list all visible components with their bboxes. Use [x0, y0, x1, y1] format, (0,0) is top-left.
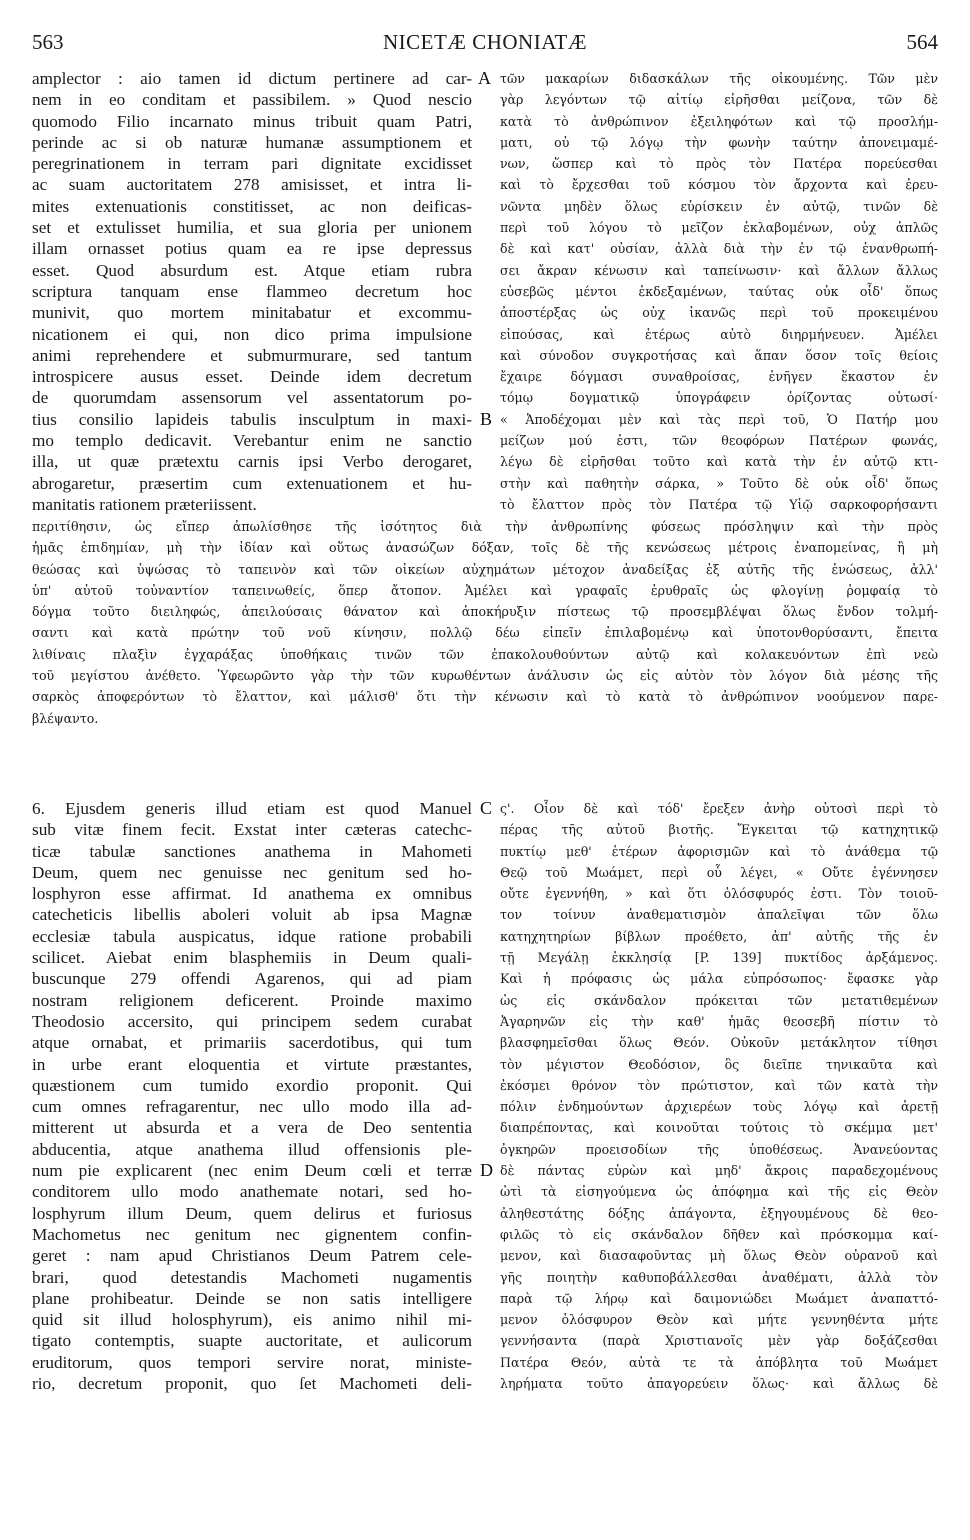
text-line: tigato contemptis, suapte auctoritate, et aulicorum	[32, 1331, 472, 1351]
text-line: quomodo Filio incarnato minus tribuit quam Patri,	[32, 111, 472, 131]
page-header	[32, 30, 938, 60]
text-line: φιλῶς τὸ εἰς σκάνδαλον δῆθεν καὶ πρόσκομμα καί-	[500, 1226, 938, 1242]
text-line: Machometus nec genitum nec gignentem confin-	[32, 1224, 472, 1244]
text-line: τόμῳ δογματικῷ ὑπογράφειν ὁρίζοντας οὑτωσί·	[500, 390, 938, 406]
text-line: losphyron esse affirmat. Id anathema ex omnibus	[32, 884, 472, 904]
text-line: ὑπ' αὐτοῦ τοὐναντίον ταπεινωθείς, ὅπερ ἄτοπον. Ἀμέλει καὶ γραφαῖς ἐρυθραῖς ὡς φλογίνῃ ῥομφαίᾳ τὸ	[32, 582, 938, 598]
text-line: sub vitæ finem fecit. Exstat inter cæteras catechc-	[32, 820, 472, 840]
text-line: εἰπούσας, καὶ ἑτέρως αὐτὸ διηρμήνευεν. Ἀμέλει	[500, 326, 938, 342]
text-line: τὸ ἔλαττον πρὸς τὸν Πατέρα τῷ Υἱῷ σαρκοφορήσαντι	[500, 496, 938, 512]
text-line: abrogaretur, præsertim cum extenuationem et hu-	[32, 473, 472, 493]
text-line: mitterent ut absurda et a vera de Deo sententia	[32, 1118, 472, 1138]
text-line: ὀγκηρῶν προεισοδίων τῆς ὑποθέσεως. Ἀνανεύοντας	[500, 1141, 938, 1157]
page-number-left: 563	[32, 30, 64, 54]
text-line: rio, decretum proponit, quo ſet Machometi deli-	[32, 1374, 472, 1394]
text-line: σαντι καὶ κατὰ πρώτην τοῦ νοῦ κίνησιν, πολλῷ δέω εἰπεῖν ἐπιλαβομένῳ καὶ ὑποτονθορύσαντι, ἔπειτα	[32, 625, 938, 641]
text-line: γὰρ λεγόντων τῷ αἰτίῳ εἰρῆσθαι μείζονα, τῶν δὲ	[500, 92, 938, 108]
text-line: nicationem ei qui, non dico prima impulsione	[32, 324, 472, 344]
greek-column-bottom	[500, 798, 938, 1394]
text-line: manitatis rationem præteriissent.	[32, 494, 257, 514]
page-number-right: 564	[906, 30, 938, 54]
text-line: λέγω δὲ εἰρῆσθαι τοῦτο καὶ κατὰ τὴν ἐν αὐτῷ κτι-	[500, 454, 938, 470]
text-line: μείζων μού ἐστι, τῶν θεοφόρων Πατέρων φωνάς,	[500, 433, 938, 449]
text-line: καὶ τὸ ἔρχεσθαι τοῦ κόσμου τὸν ἄρχοντα καὶ ἐρευ-	[500, 177, 938, 193]
text-line: τοῦ μεγίστου ἀνέθετο. Ὑφεωρῶντο γὰρ τὴν τῶν κυρωθέντων ἀνάλυσιν ὡς εἰς αὐτὸν τὸν λόγον διὰ μέσης τῆς	[32, 668, 938, 684]
text-line: illa, ut quæ prætextu carnis ipsi Verbo derogaret,	[32, 452, 472, 472]
text-line: παρὰ τῷ λήρῳ καὶ δαιμονιώδει Μωάμετ ἀναπαττό-	[500, 1290, 938, 1306]
text-line: num pie explicarent (nec enim Deum cœli et terræ	[32, 1161, 472, 1181]
text-line: geret : nam apud Christianos Deum Patrem cele-	[32, 1246, 472, 1266]
text-line: Καὶ ἡ πρόφασις ὡς μάλα εὐπρόσωπος· ἔφασκε γὰρ	[500, 971, 938, 987]
text-line: σει ἄκραν κένωσιν καὶ ταπείνωσιν· καὶ ἄλλων ἄλλως	[500, 262, 938, 278]
text-line: tius consilio lapideis tabulis insculptum in maxi-	[32, 409, 472, 429]
text-line: brari, quod detestandis Machometi nugamentis	[32, 1267, 472, 1287]
text-line: conditorem ullo modo anathemate notari, sed ho-	[32, 1182, 472, 1202]
text-line: τον τοίνυν ἀναθεματισμὸν ἀπαλεῖψαι τῶν ὅλω	[500, 907, 938, 923]
text-line: ἀποστέρξας ὡς οὐχ ἱκανῶς περὶ τοῦ προκειμένου	[500, 305, 938, 321]
text-line: μενον, καὶ διασαφοῦντας μὴ ὅλως Θεὸν οὐρανοῦ καὶ	[500, 1248, 938, 1264]
text-line: θεώσας καὶ ὑψώσας τὸ ταπεινὸν καὶ τῶν οἰκείων αὐχημάτων μέτοχον ἀναδείξας ἐξ αὐτῆς τῆς ἑνώσεως, ἀλλ'	[32, 561, 938, 577]
text-line: νῶντα μηδὲν ὅλως εὑρίσκειν ἐν αὐτῷ, τινῶν δὲ	[500, 198, 938, 214]
text-line: quæstionem cum tumido exordio proponit. Qui	[32, 1075, 472, 1095]
text-line: διαπρέποντας, καὶ κοινοῦται τούτοις τὸ σκέμμα μετ'	[500, 1120, 938, 1136]
text-line: illam ornasset potius quam ea re ipse depressus	[32, 239, 472, 259]
text-line: introspicere ausus esset. Deinde idem decretum	[32, 367, 472, 387]
text-line: ς'. Οἷον δὲ καὶ τόδ' ἔρεξεν ἀνὴρ οὑτοσὶ περὶ τὸ	[500, 801, 938, 816]
margin-marker-c: C	[480, 798, 493, 818]
text-line: abducentia, atque anathema illud offensionis ple-	[32, 1139, 472, 1159]
text-line: animi reprehendere et submurmurare, sed tantum	[32, 345, 472, 365]
text-line: Theodosio accersito, qui principem sedem curabat	[32, 1011, 472, 1031]
text-line: πόλιν ἐνδημούντων ἀρχιερέων τοὺς λόγῳ καὶ ἀρετῇ	[500, 1099, 938, 1115]
latin-column-top	[32, 68, 472, 515]
text-line: ecclesiæ tabula auspicatus, idque ratione probabili	[32, 926, 472, 946]
text-line: scilicet. Aiebat enim blasphemiis in Deum quali-	[32, 948, 472, 968]
text-line: Ἀγαρηνῶν εἰς τὴν καθ' ἡμᾶς θεοσεβῆ πίστιν τὸ	[500, 1013, 938, 1029]
text-line: 6. Ejusdem generis illud etiam est quod Manuel	[32, 799, 472, 818]
text-line: σαρκὸς ἀποφερόντων τὸ ἔλαττον, καὶ μάλισθ' ὅτι τὴν κένωσιν καὶ τὸ κατὰ τὸ ἀνθρώπινον νοούμενον παρε-	[32, 689, 938, 705]
text-line: mo templo dedicavit. Verebantur enim ne sanctio	[32, 431, 472, 451]
text-line: τὸν μέγιστον Θεοδόσιον, ὃς διεῖπε τηνικαῦτα καὶ	[500, 1056, 938, 1072]
text-line: plane prohibeatur. Deinde se non satis intelligere	[32, 1288, 472, 1308]
text-line: δόγμα τοῦτο διειληφώς, ἀπειλούσαις θάνατον καὶ ἀποκήρυξιν πίστεως τῷ προσεμβλέψαι ὅλως ἔνδον τολμή-	[32, 604, 938, 620]
text-line: περιτίθησιν, ὡς εἴπερ ἀπωλίσθησε τῆς ἰσότητος διὰ τὴν ἀνθρωπίνης φύσεως πρόσληψιν καὶ τὴν πρὸς	[32, 519, 938, 534]
margin-marker-b: B	[480, 409, 493, 429]
text-line: ὡς εἰς σκάνδαλον πρόκειται τῶν μετατιθεμένων	[500, 992, 938, 1008]
text-line: ἔχαιρε δόγμασι συναθροίσας, ἐνῆγεν ἕκαστον ἐν	[500, 369, 938, 385]
text-line: nostram religionem deficerent. Proinde maximo	[32, 990, 472, 1010]
text-line: νων, ὥσπερ καὶ τὸ πρὸς τὸν Πατέρα πορεύεσθαι	[500, 156, 938, 172]
text-line: ticæ tabulæ sanctiones anathema in Mahometi	[32, 841, 472, 861]
text-line: losphyrum illum Deum, quem delirus et furiosus	[32, 1203, 472, 1223]
text-line: Πατέρα Θεόν, αὐτὰ τε τὰ ἀπόβλητα τοῦ Μωάμετ	[500, 1354, 938, 1370]
text-line: ἐκόσμει θρόνον τὸν πρώτιστον, καὶ τῶν κατὰ τὴν	[500, 1077, 938, 1093]
text-line: δὲ πάντας εὑρὼν καὶ μηδ' ἄκροις παραδεχομένους	[500, 1163, 938, 1179]
text-line: catecheticis libellis aboleri voluit ab ipsa Magnæ	[32, 905, 472, 925]
text-line: esset. Quod absurdum est. Atque etiam rubra	[32, 260, 472, 280]
latin-column-bottom	[32, 798, 472, 1394]
text-line: scriptura tanquam ense flammeo decretum hoc	[32, 281, 472, 301]
text-line: in urbe erant eloquentia et virtute præstantes,	[32, 1054, 472, 1074]
text-line: set et extulisset humilia, et sua gloria per unionem	[32, 218, 472, 238]
text-line: eruditorum, quos tempori servire norat, ministe-	[32, 1352, 472, 1372]
text-line: ἀληθεστάτης δόξης ἀπάγοντα, ἐξηγουμένους δὲ θεο-	[500, 1205, 938, 1221]
text-line: ληρήματα τοῦτο ἀπαγορεύειν ὅλως· καὶ ἄλλως δὲ	[500, 1376, 938, 1392]
text-line: καὶ σύνοδον συγκροτήσας καὶ ἅπαν ὅσον τοῖς θείοις	[500, 347, 938, 363]
text-line: quid sit illud holosphyrum), eis animo nihil mi-	[32, 1310, 472, 1330]
text-line: γῆς ποιητὴν καθυποβάλλεσθαι ἀναθέματι, ἀλλὰ τὸν	[500, 1269, 938, 1285]
text-line: ματι, οὐ τῷ λόγῳ τὴν φωνὴν ταύτην ἀπονειμαμέ-	[500, 134, 938, 150]
text-line: cum omnes refragarentur, nec ullo modo illa ad-	[32, 1097, 472, 1117]
text-line: Deum, quem nec genuisse nec genitum sed ho-	[32, 862, 472, 882]
greek-full-width-text	[32, 516, 938, 729]
greek-column-top	[500, 68, 938, 515]
text-line: κατηχητηρίων βίβλων προέθετο, ἀπ' αὐτῆς τῆς ἐν	[500, 928, 938, 944]
text-line: γεννήσαντα (παρὰ Χριστιανοῖς μὲν γὰρ δοξάζεσθαι	[500, 1333, 938, 1349]
text-line: mites extenuationis constitisset, ac non deificas-	[32, 196, 472, 216]
text-line: βλέψαντο.	[32, 710, 99, 726]
margin-marker-a: A	[478, 68, 491, 88]
text-line: τῇ Μεγάλῃ ἐκκλησίᾳ [P. 139] πυκτίδος ἀρξάμενος.	[500, 950, 938, 966]
running-title: NICETÆ CHONIATÆ	[382, 30, 588, 54]
text-line: λιθίναις πλαξὶν ἐγχαράξας ὑποθήκαις τινῶν τῶν ἐπακολουθούντων αὐτῷ καὶ κολακευόντων ἐπὶ νεὼ	[32, 646, 938, 662]
text-line: buscunque 279 offendi Agarenos, qui ad piam	[32, 969, 472, 989]
text-line: amplector : aio tamen id dictum pertinere ad car-	[32, 69, 472, 88]
text-line: στὴν καὶ παθητὴν σάρκα, » Τοῦτο δὲ οὐκ οἶδ' ὅπως	[500, 475, 938, 491]
text-line: βλασφημεῖσθαι ὅλως Θεόν. Οὐκοῦν μετάκλητον τίθησι	[500, 1035, 938, 1051]
text-line: δὲ καὶ κατ' οὐσίαν, ἀλλὰ διὰ τὴν ἐν τῷ ἐνανθρωπή-	[500, 241, 938, 257]
text-line: περὶ τοῦ λόγου τὸ μεῖζον ἐκλαβομένων, οὐχ ἁπλῶς	[500, 220, 938, 236]
text-line: munivit, quo mortem minitabatur et excommu-	[32, 303, 472, 323]
text-line: ac suam auctoritatem 278 amisisset, et intra li-	[32, 175, 472, 195]
margin-marker-d: D	[480, 1160, 493, 1180]
text-line: ὠτὶ τὰ εἰσηγούμενα ὡς ἀπόφημα καὶ τῆς εἰς Θεὸν	[500, 1184, 938, 1200]
text-line: nem in eo conditam et passibilem. » Quod nescio	[32, 90, 472, 110]
text-line: εὐσεβῶς μέντοι ἐκδεξαμένων, ταύτας οὐκ οἶδ' ὅπως	[500, 283, 938, 299]
text-line: πυκτίῳ μεθ' ἑτέρων ἀφορισμῶν καὶ τὸ ἀνάθεμα τῷ	[500, 843, 938, 859]
text-line: ἡμᾶς ἐπιδημίαν, μὴ τὴν ἰδίαν καὶ οὕτως ἀνασώζων δόξαν, τοῖς δὲ τῆς κενώσεως μέτροις ἐναπομείνας, ἢ μὴ	[32, 540, 938, 556]
text-line: peregrinationem in terram pari dignitate excidisset	[32, 154, 472, 174]
text-line: μενον ὁλόσφυρον Θεὸν καὶ μήτε γεννηθέντα μήτε	[500, 1312, 938, 1328]
text-line: Θεῷ τοῦ Μωάμετ, περὶ οὗ λέγει, « Οὔτε ἐγέννησεν	[500, 864, 938, 880]
text-line: de quorumdam assensorum vel assentatorum po-	[32, 388, 472, 408]
text-line: atque ornabat, et primariis sacerdotibus, qui tum	[32, 1033, 472, 1053]
text-line: πέρας τῆς αὐτοῦ βιοτῆς. Ἔγκειται τῷ κατηχητικῷ	[500, 822, 938, 838]
text-line: perinde ac si ob naturæ humanæ assumptionem et	[32, 132, 472, 152]
text-line: οὔτε ἐγεννήθη, » καὶ ὅτι ὁλόσφυρός ἐστι. Τὸν τοιοῦ-	[500, 886, 938, 902]
text-line: « Ἀποδέχομαι μὲν καὶ τὰς περὶ τοῦ, Ὁ Πατήρ μου	[500, 411, 938, 427]
text-line: τῶν μακαρίων διδασκάλων τῆς οἰκουμένης. Τῶν μὲν	[500, 71, 938, 86]
text-line: κατὰ τὸ ἀνθρώπινον ἐξειληφότων καὶ τῷ προσλήμ-	[500, 113, 938, 129]
